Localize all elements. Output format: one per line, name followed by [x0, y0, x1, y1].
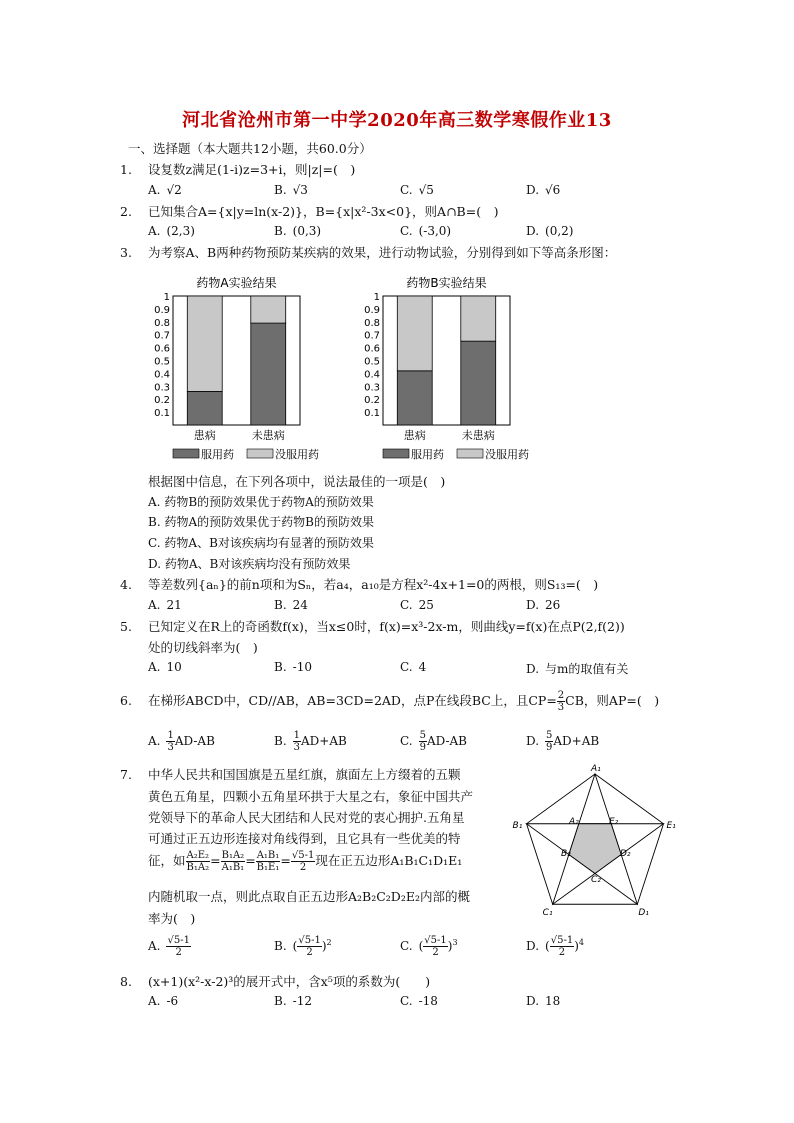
- y-tick-label: 0.6: [364, 343, 380, 355]
- option-a[interactable]: A. -6: [148, 994, 179, 1008]
- option-c[interactable]: C. $\frac{5}{9}$ AD-AB: [400, 730, 468, 753]
- options-2: [148, 224, 748, 242]
- page-title: 河北省沧州市第一中学2020年高三数学寒假作业13: [182, 110, 612, 131]
- question-number: 5.: [120, 619, 132, 634]
- options-7: [148, 935, 748, 961]
- bar-chart-drug-a: [140, 272, 340, 464]
- question-text-line-1: 中华人民共和国国旗是五星红旗，旗面左上方缀着的五颗: [148, 767, 461, 782]
- option-c[interactable]: C. -18: [400, 994, 438, 1008]
- chart-title: 药物B实验结果: [406, 276, 487, 290]
- question-number: 4.: [120, 577, 132, 592]
- y-tick-label: 0.1: [364, 408, 380, 420]
- legend-label: 服用药: [411, 448, 444, 461]
- question-text-end: CB，则AP=( ): [565, 693, 660, 708]
- y-tick-label: 0.1: [154, 408, 170, 420]
- y-tick-label: 0.9: [154, 304, 170, 316]
- question-text-line-7: 率为( ): [148, 911, 196, 926]
- vertex-label: D₂: [620, 849, 631, 859]
- options-1: [148, 183, 748, 201]
- question-7: [120, 765, 461, 785]
- question-text: 设复数z满足(1-i)z=3+i，则|z|=( ): [148, 162, 356, 177]
- option-b[interactable]: B. $\frac{1}{3}$ AD+AB: [274, 730, 347, 753]
- option-c[interactable]: C. 4: [400, 660, 427, 674]
- option-b[interactable]: B. -12: [274, 994, 312, 1008]
- x-category-label: 患病: [403, 429, 426, 442]
- section-header: 一、选择题（本大题共12小题，共60.0分）: [128, 141, 372, 156]
- option-b[interactable]: B. (0,3): [274, 224, 322, 238]
- y-tick-label: 1: [373, 292, 380, 303]
- question-number: 7.: [120, 767, 132, 782]
- question-text: 已知集合A={x|y=ln(x-2)}，B={x|x²-3x<0}，则A∩B=( ): [148, 204, 499, 219]
- option-a[interactable]: A. $\frac{1}{3}$ AD-AB: [148, 730, 215, 753]
- bar-treated: [461, 341, 496, 425]
- option-d[interactable]: D. 与m的取值有关: [526, 662, 629, 676]
- option-a[interactable]: A. 21: [148, 598, 182, 612]
- chart-title: 药物A实验结果: [196, 276, 277, 290]
- y-tick-label: 0.3: [154, 382, 170, 394]
- options-5: [148, 660, 748, 678]
- bar-treated: [251, 323, 286, 425]
- question-6: [120, 690, 659, 713]
- y-tick-label: 0.9: [364, 304, 380, 316]
- y-tick-label: 0.3: [364, 382, 380, 394]
- legend-swatch: [457, 449, 483, 458]
- bar-chart-drug-b: [350, 272, 550, 464]
- option-d[interactable]: D. (0,2): [526, 224, 574, 238]
- x-category-label: 未患病: [461, 429, 495, 442]
- option-d[interactable]: D. 药物A、B对该疾病均没有预防效果: [148, 557, 351, 571]
- y-tick-label: 0.2: [154, 395, 170, 407]
- question-1: [120, 160, 355, 180]
- legend-swatch: [173, 449, 199, 458]
- option-c[interactable]: C. √5: [400, 183, 434, 197]
- option-b[interactable]: B. √3: [274, 183, 308, 197]
- question-text-line-4: 可通过正五边形连接对角线得到，且它具有一些优美的特: [148, 831, 461, 846]
- question-number: 2.: [120, 204, 132, 219]
- option-d[interactable]: D. 26: [526, 598, 561, 612]
- option-b[interactable]: B. -10: [274, 660, 312, 674]
- question-number: 8.: [120, 974, 132, 989]
- option-a[interactable]: A. (2,3): [148, 224, 195, 238]
- option-a[interactable]: A. √2: [148, 183, 182, 197]
- options-4: [148, 598, 748, 616]
- fraction: $\frac{2}{3}$: [557, 690, 565, 713]
- bar-treated: [397, 371, 432, 425]
- bar-untreated: [251, 296, 286, 323]
- question-number: 3.: [120, 245, 132, 260]
- legend-label: 没服用药: [485, 448, 529, 461]
- option-b[interactable]: B. ( $\frac{√5-1}{2}$ )$^2$: [274, 935, 332, 958]
- option-d[interactable]: D. ( $\frac{√5-1}{2}$ )$^4$: [526, 935, 584, 958]
- option-c[interactable]: C. ( $\frac{√5-1}{2}$ )$^3$: [400, 935, 458, 958]
- y-tick-label: 0.4: [364, 369, 380, 381]
- y-tick-label: 0.8: [364, 317, 380, 329]
- question-8: [120, 972, 430, 992]
- option-c[interactable]: C. 药物A、B对该疾病均有显著的预防效果: [148, 536, 374, 550]
- question-text: 等差数列{aₙ}的前n项和为Sₙ，若a₄，a₁₀是方程x²-4x+1=0的两根，则S₁₃=( ): [148, 577, 599, 592]
- inner-pentagon: [569, 824, 621, 874]
- y-tick-label: 0.8: [154, 317, 170, 329]
- option-c[interactable]: C. (-3,0): [400, 224, 452, 238]
- vertex-label: B₁: [512, 820, 523, 831]
- option-c[interactable]: C. 25: [400, 598, 434, 612]
- x-category-label: 未患病: [251, 429, 285, 442]
- option-b[interactable]: B. 24: [274, 598, 308, 612]
- vertex-label: A₂: [569, 817, 579, 827]
- bar-untreated: [397, 296, 432, 371]
- vertex-label: C₁: [542, 908, 553, 919]
- options-8: [148, 994, 748, 1012]
- question-number: 1.: [120, 162, 132, 177]
- question-4: [120, 575, 598, 595]
- question-3: [120, 243, 616, 263]
- question-text-line-2: 黄色五角星，四颗小五角星环拱于大星之右，象征中国共产: [148, 789, 474, 804]
- bar-treated: [187, 391, 222, 425]
- question-text-line-5: 征，如 $\frac{\text{A₂E₂}}{\text{B₁A₂}}$ = $\frac{\text{B₁A₂}}{\text{A₁B₁}}$ = $\frac{\text{A₁B₁}}{\text{B₁E₁}}$ = $\frac{√5-1}{2}$ 现在正五边形A₁B₁C₁D₁E₁: [148, 850, 463, 873]
- question-text-line-6: 内随机取一点，则此点取自正五边形A₂B₂C₂D₂E₂内部的概: [148, 889, 470, 904]
- pentagon-diagram: [510, 760, 685, 920]
- vertex-label: B₂: [561, 849, 571, 859]
- option-b[interactable]: B. 药物A的预防效果优于药物B的预防效果: [148, 515, 374, 529]
- question-5: [120, 617, 625, 637]
- x-category-label: 患病: [193, 429, 216, 442]
- y-tick-label: 0.5: [154, 356, 170, 368]
- legend-label: 服用药: [201, 448, 234, 461]
- vertex-label: D₁: [638, 908, 649, 919]
- options-6: [148, 730, 748, 754]
- question-2: [120, 202, 498, 222]
- question-text-line-3: 党领导下的革命人民大团结和人民对党的衷心拥护.五角星: [148, 810, 465, 825]
- legend-swatch: [383, 449, 409, 458]
- question-5-text-cont: 处的切线斜率为( ): [148, 640, 258, 655]
- bar-untreated: [461, 296, 496, 341]
- option-d[interactable]: D. 18: [526, 994, 561, 1008]
- question-text: (x+1)(x²-x-2)³的展开式中，含x⁵项的系数为( ): [148, 974, 431, 989]
- question-3-prompt: 根据图中信息，在下列各项中，说法最佳的一项是( ): [148, 474, 446, 489]
- bar-untreated: [187, 296, 222, 391]
- y-tick-label: 1: [163, 292, 170, 303]
- question-text: 已知定义在R上的奇函数f(x)，当x≤0时，f(x)=x³-2x-m，则曲线y=f(x)在点P(2,f(2)): [148, 619, 625, 634]
- y-tick-label: 0.5: [364, 356, 380, 368]
- question-text: 在梯形ABCD中，CD//AB，AB=3CD=2AD，点P在线段BC上，且CP=: [148, 693, 557, 708]
- option-a[interactable]: A. 药物B的预防效果优于药物A的预防效果: [148, 495, 374, 509]
- y-tick-label: 0.4: [154, 369, 170, 381]
- vertex-label: A₁: [591, 764, 601, 774]
- legend-swatch: [247, 449, 273, 458]
- y-tick-label: 0.2: [364, 395, 380, 407]
- option-a[interactable]: A. 10: [148, 660, 182, 674]
- question-number: 6.: [120, 693, 132, 708]
- option-d[interactable]: D. √6: [526, 183, 561, 197]
- question-text: 为考察A、B两种药物预防某疾病的效果，进行动物试验，分别得到如下等高条形图：: [148, 245, 617, 260]
- legend-label: 没服用药: [275, 448, 319, 461]
- option-a[interactable]: A. $\frac{√5-1}{2}$: [148, 935, 190, 958]
- y-tick-label: 0.7: [364, 330, 380, 342]
- y-tick-label: 0.6: [154, 343, 170, 355]
- option-d[interactable]: D. $\frac{5}{9}$ AD+AB: [526, 730, 600, 753]
- vertex-label: C₂: [591, 875, 601, 885]
- vertex-label: E₁: [666, 820, 676, 831]
- vertex-label: E₂: [609, 817, 619, 827]
- y-tick-label: 0.7: [154, 330, 170, 342]
